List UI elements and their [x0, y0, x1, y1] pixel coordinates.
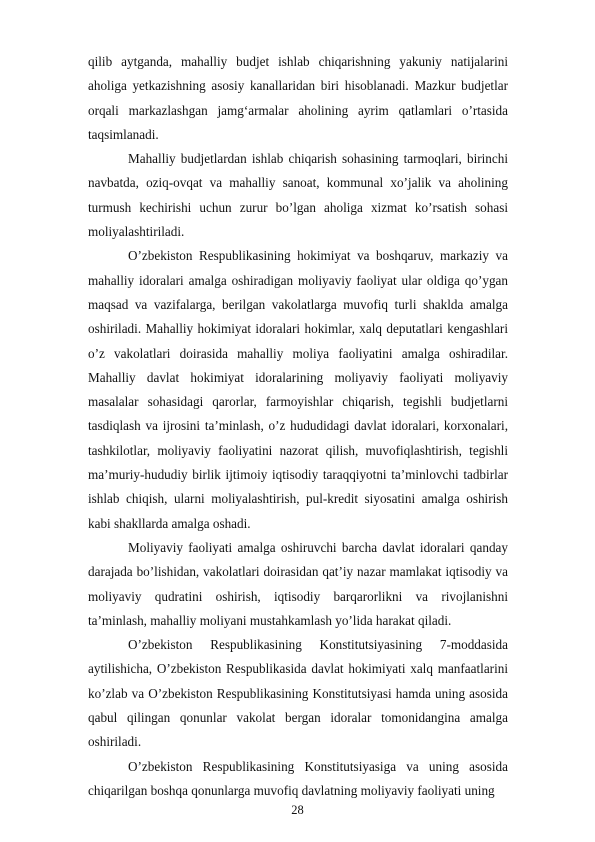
paragraph-state-bodies-purpose: Moliyaviy faoliyati amalga oshiruvchi barcha davlat idoralari qanday darajada bo’lishidan, vakolatlari doirasidan qat’iy nazar mamlakat iqtisodiy va moliyaviy qudratini oshirish, iqtisodiy barqarorlikni va rivojlanishni ta’minlash, mahalliy moliyani mustahkamlash yo’lida harakat qiladi. [88, 539, 508, 628]
paragraph-continuation: qilib aytganda, mahalliy budjet ishlab chiqarishning yakuniy natijalarini aholiga yetkazishning asosiy kanallaridan biri hisoblanadi. Mazkur budjetlar orqali markazlashgan jamg‘armalar aholining ayrim qatlamlari o’rtasida taqsimlanadi. [88, 54, 508, 142]
paragraph-constitution-article-7: O’zbekiston Respublikasining Konstitutsiyasining 7-moddasida aytilishicha, O’zbekiston Respublikasida davlat hokimiyati xalq manfaatlarini ko’zlab va O’zbekiston Respublikasining Konstitutsiyasi hamda uning asosida qabul qilingan qonunlar vakolat bergan idoralar tomonidangina amalga oshiriladi. [88, 637, 508, 750]
paragraph-government-financial-activity: O’zbekiston Respublikasining hokimiyat va boshqaruv, markaziy va mahalliy idoralari amalga oshiradigan moliyaviy faoliyat ular oldiga qo’ygan maqsad va vazifalarga, berilgan vakolatlarga muvofiq turli shaklda amalga oshiriladi. Mahalliy hokimiyat idoralari hokimlar, xalq deputatlari kengashlari o’z vakolatlari doirasida mahalliy moliya faoliyatini amalga oshiradilar. Mahalliy davlat hokimiyat idoralarining moliyaviy faoliyati moliyaviy masalalar sohasidagi qarorlar, farmoyishlar chiqarish, tegishli budjetlarni tasdiqlash va ijrosini ta’minlash, o’z hududidagi davlat idoralari, korxonalari, tashkilotlar, moliyaviy faoliyatini nazorat qilish, muvofiqlashtirish, tegishli ma’muriy-hududiy birlik ijtimoiy iqtisodiy taraqqiyotni ta’minlovchi tadbirlar ishlab chiqish, ularni moliyalashtirish, pul-kredit siyosatini amalga oshirish kabi shakllarda amalga oshadi. [88, 248, 508, 531]
document-body [88, 50, 508, 803]
paragraph-constitution-laws: O’zbekiston Respublikasining Konstitutsiyasiga va uning asosida chiqarilgan boshqa qonunlarga muvofiq davlatning moliyaviy faoliyati uning [88, 758, 508, 798]
page-number: 28 [291, 803, 304, 817]
paragraph-local-budget-financing: Mahalliy budjetlardan ishlab chiqarish sohasining tarmoqlari, birinchi navbatda, oziq-ovqat va mahalliy sanoat, kommunal xo’jalik va aholining turmush kechirishi uchun zurur bo’lgan aholiga xizmat ko’rsatish sohasi moliyalashtiriladi. [88, 151, 508, 240]
